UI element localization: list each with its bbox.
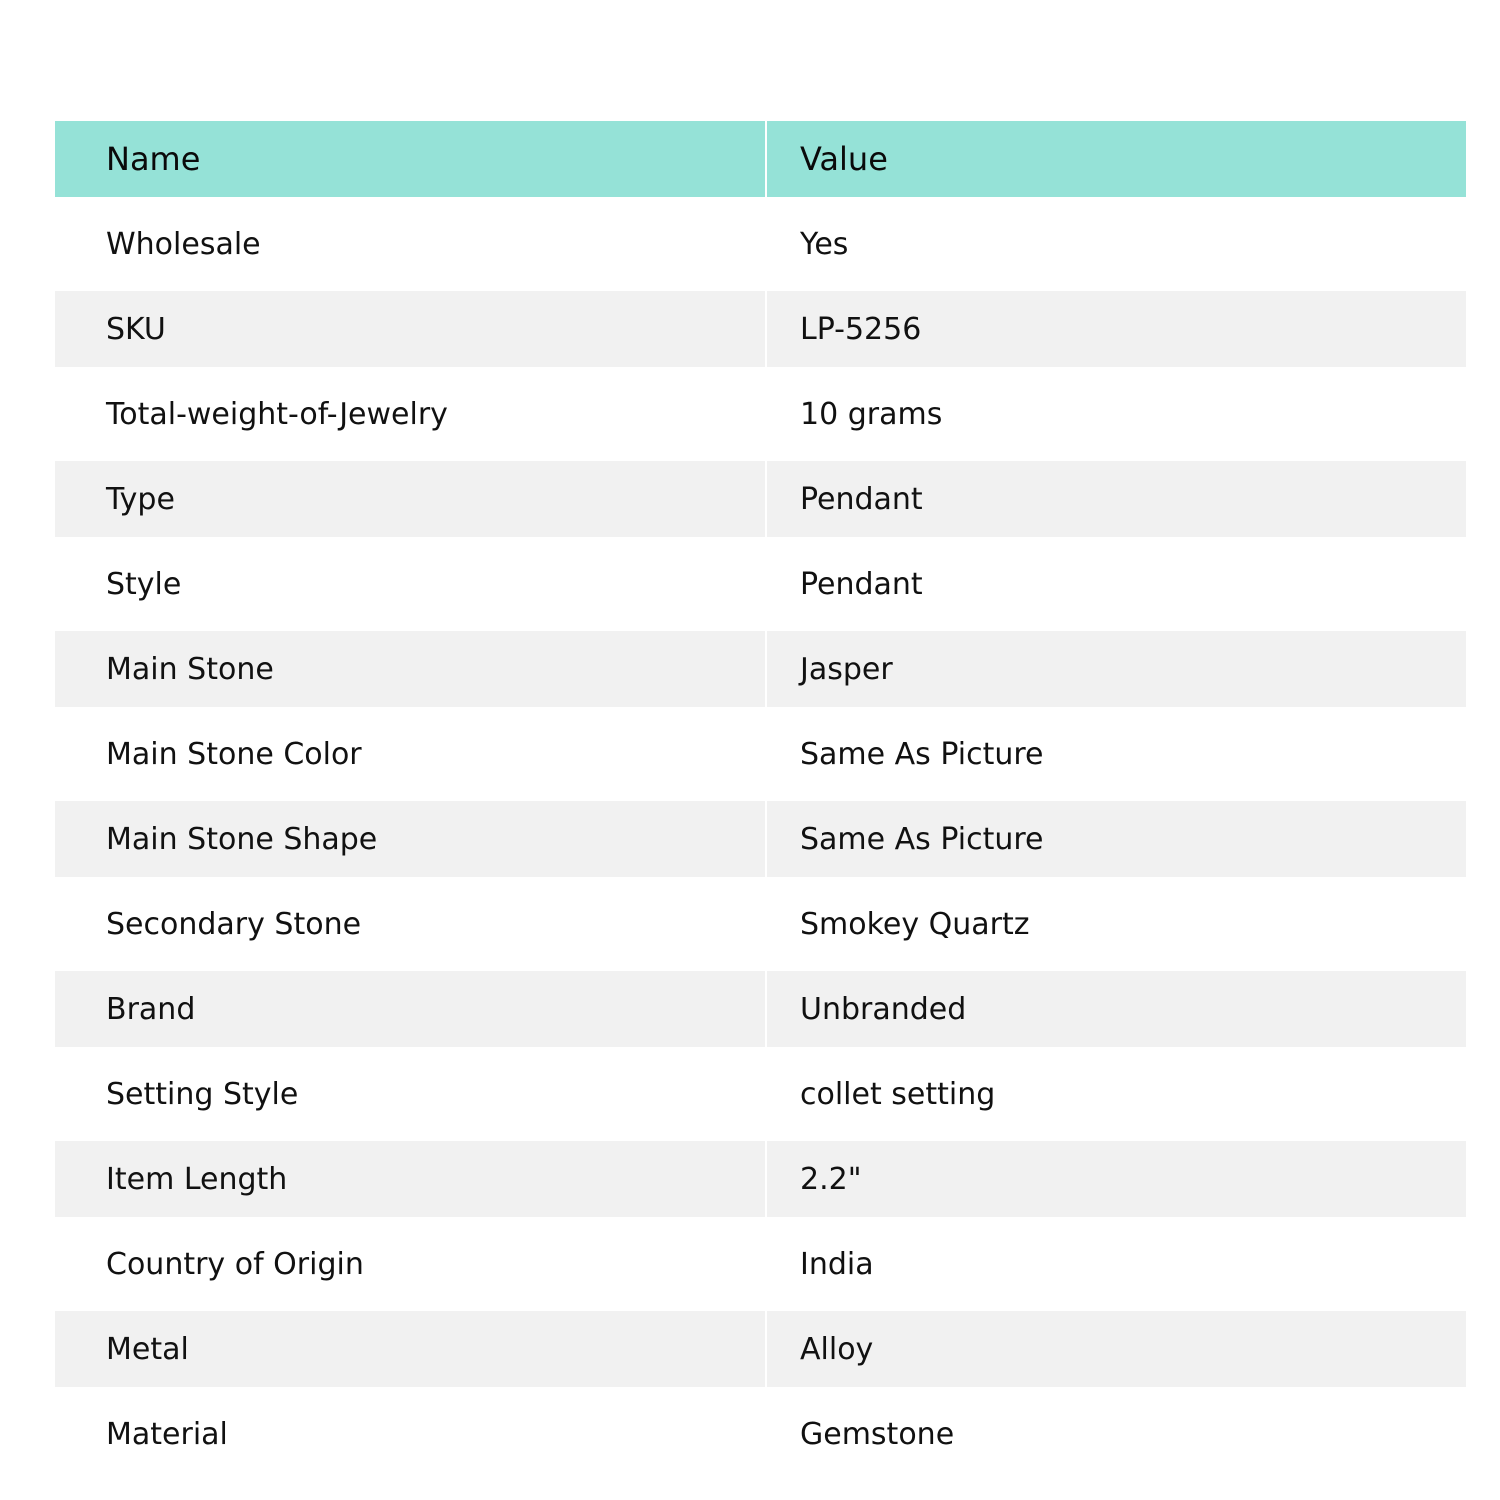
table-row	[55, 971, 1466, 1047]
row-value-cell: Same As Picture	[767, 801, 1466, 877]
table-row	[55, 1141, 1466, 1217]
row-name-cell: Setting Style	[55, 1047, 765, 1141]
row-name-cell: Wholesale	[55, 197, 765, 291]
table-row	[55, 631, 1466, 707]
row-value-cell: Pendant	[767, 461, 1466, 537]
table-row	[55, 877, 1466, 971]
row-value-cell: Gemstone	[767, 1387, 1466, 1481]
column-header-value: Value	[767, 121, 1466, 197]
row-value-cell: LP-5256	[767, 291, 1466, 367]
row-name-cell: Main Stone Shape	[55, 801, 765, 877]
column-header-name: Name	[55, 121, 765, 197]
specifications-table	[55, 121, 1466, 1481]
row-value-cell: 10 grams	[767, 367, 1466, 461]
table-row	[55, 461, 1466, 537]
row-name-cell: Item Length	[55, 1141, 765, 1217]
row-value-cell: 2.2"	[767, 1141, 1466, 1217]
table-row	[55, 1387, 1466, 1481]
row-name-cell: Total-weight-of-Jewelry	[55, 367, 765, 461]
row-name-cell: Country of Origin	[55, 1217, 765, 1311]
row-value-cell: collet setting	[767, 1047, 1466, 1141]
row-name-cell: Style	[55, 537, 765, 631]
row-name-cell: Material	[55, 1387, 765, 1481]
row-name-cell: Secondary Stone	[55, 877, 765, 971]
row-value-cell: Unbranded	[767, 971, 1466, 1047]
row-value-cell: India	[767, 1217, 1466, 1311]
row-value-cell: Same As Picture	[767, 707, 1466, 801]
row-name-cell: Metal	[55, 1311, 765, 1387]
table-row	[55, 197, 1466, 291]
table-row	[55, 1047, 1466, 1141]
row-name-cell: Main Stone	[55, 631, 765, 707]
table-row	[55, 1217, 1466, 1311]
row-value-cell: Smokey Quartz	[767, 877, 1466, 971]
table-row	[55, 291, 1466, 367]
table-row	[55, 801, 1466, 877]
table-row	[55, 367, 1466, 461]
table-row	[55, 707, 1466, 801]
row-value-cell: Pendant	[767, 537, 1466, 631]
row-name-cell: Main Stone Color	[55, 707, 765, 801]
table-row	[55, 537, 1466, 631]
row-name-cell: Brand	[55, 971, 765, 1047]
row-name-cell: SKU	[55, 291, 765, 367]
table-header-row	[55, 121, 1466, 197]
row-value-cell: Jasper	[767, 631, 1466, 707]
row-name-cell: Type	[55, 461, 765, 537]
row-value-cell: Yes	[767, 197, 1466, 291]
table-row	[55, 1311, 1466, 1387]
row-value-cell: Alloy	[767, 1311, 1466, 1387]
